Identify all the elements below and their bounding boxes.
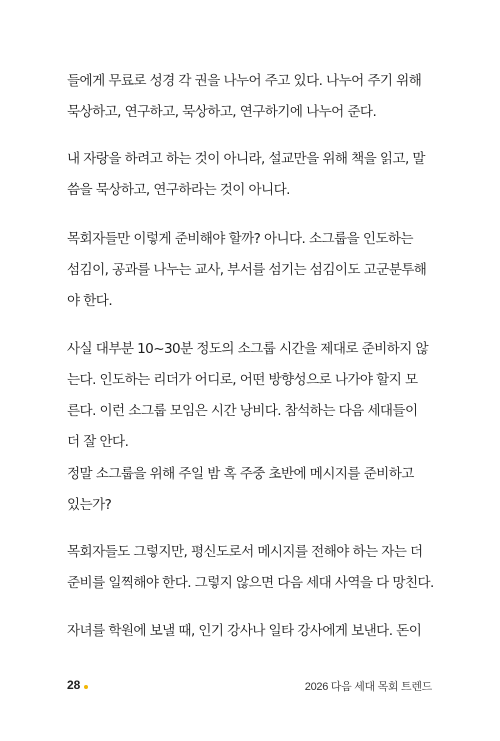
text-line: 는다. 인도하는 리더가 어디로, 어떤 방향성으로 나가야 할지 모 bbox=[67, 372, 418, 388]
text-line: 른다. 이런 소그룹 모임은 시간 낭비다. 참석하는 다음 세대들이 bbox=[67, 403, 418, 419]
text-line: 내 자랑을 하려고 하는 것이 아니라, 설교만을 위해 책을 읽고, 말 bbox=[67, 151, 425, 167]
text-line: 더 잘 안다. bbox=[67, 434, 129, 450]
text-line: 정말 소그룹을 위해 주일 밤 혹 주중 초반에 메시지를 준비하고 bbox=[67, 466, 414, 482]
text-line: 야 한다. bbox=[67, 293, 113, 309]
paragraph-2 bbox=[67, 144, 433, 206]
text-line: 자녀를 학원에 보낼 때, 인기 강사나 일타 강사에게 보낸다. 돈이 bbox=[67, 623, 422, 639]
text-line: 목회자들만 이렇게 준비해야 할까? 아니다. 소그룹을 인도하는 bbox=[67, 231, 413, 247]
text-line: 씀을 묵상하고, 연구하라는 것이 아니다. bbox=[67, 182, 290, 198]
paragraph-4 bbox=[67, 334, 433, 458]
text-line: 묵상하고, 연구하고, 묵상하고, 연구하기에 나누어 준다. bbox=[67, 104, 377, 120]
paragraph-5 bbox=[67, 459, 433, 521]
page-footer bbox=[0, 678, 500, 698]
text-line: 사실 대부분 10~30분 정도의 소그룹 시간을 제대로 준비하지 않 bbox=[67, 341, 428, 357]
text-line: 들에게 무료로 성경 각 권을 나누어 주고 있다. 나누어 주기 위해 bbox=[67, 73, 422, 89]
paragraph-1 bbox=[67, 66, 433, 128]
page-marker-dot bbox=[84, 685, 88, 689]
paragraph-6 bbox=[67, 537, 433, 599]
paragraph-3 bbox=[67, 224, 433, 317]
text-line: 섬김이, 공과를 나누는 교사, 부서를 섬기는 섬김이도 고군분투해 bbox=[67, 262, 427, 278]
text-line: 준비를 일찍해야 한다. 그렇지 않으면 다음 세대 사역을 다 망친다. bbox=[67, 575, 434, 591]
page-number: 28 bbox=[67, 678, 81, 692]
running-title: 2026 다음 세대 목회 트렌드 bbox=[304, 681, 432, 693]
paragraph-7 bbox=[67, 616, 433, 647]
text-line: 목회자들도 그렇지만, 평신도로서 메시지를 전해야 하는 자는 더 bbox=[67, 544, 423, 560]
text-line: 있는가? bbox=[67, 497, 112, 513]
